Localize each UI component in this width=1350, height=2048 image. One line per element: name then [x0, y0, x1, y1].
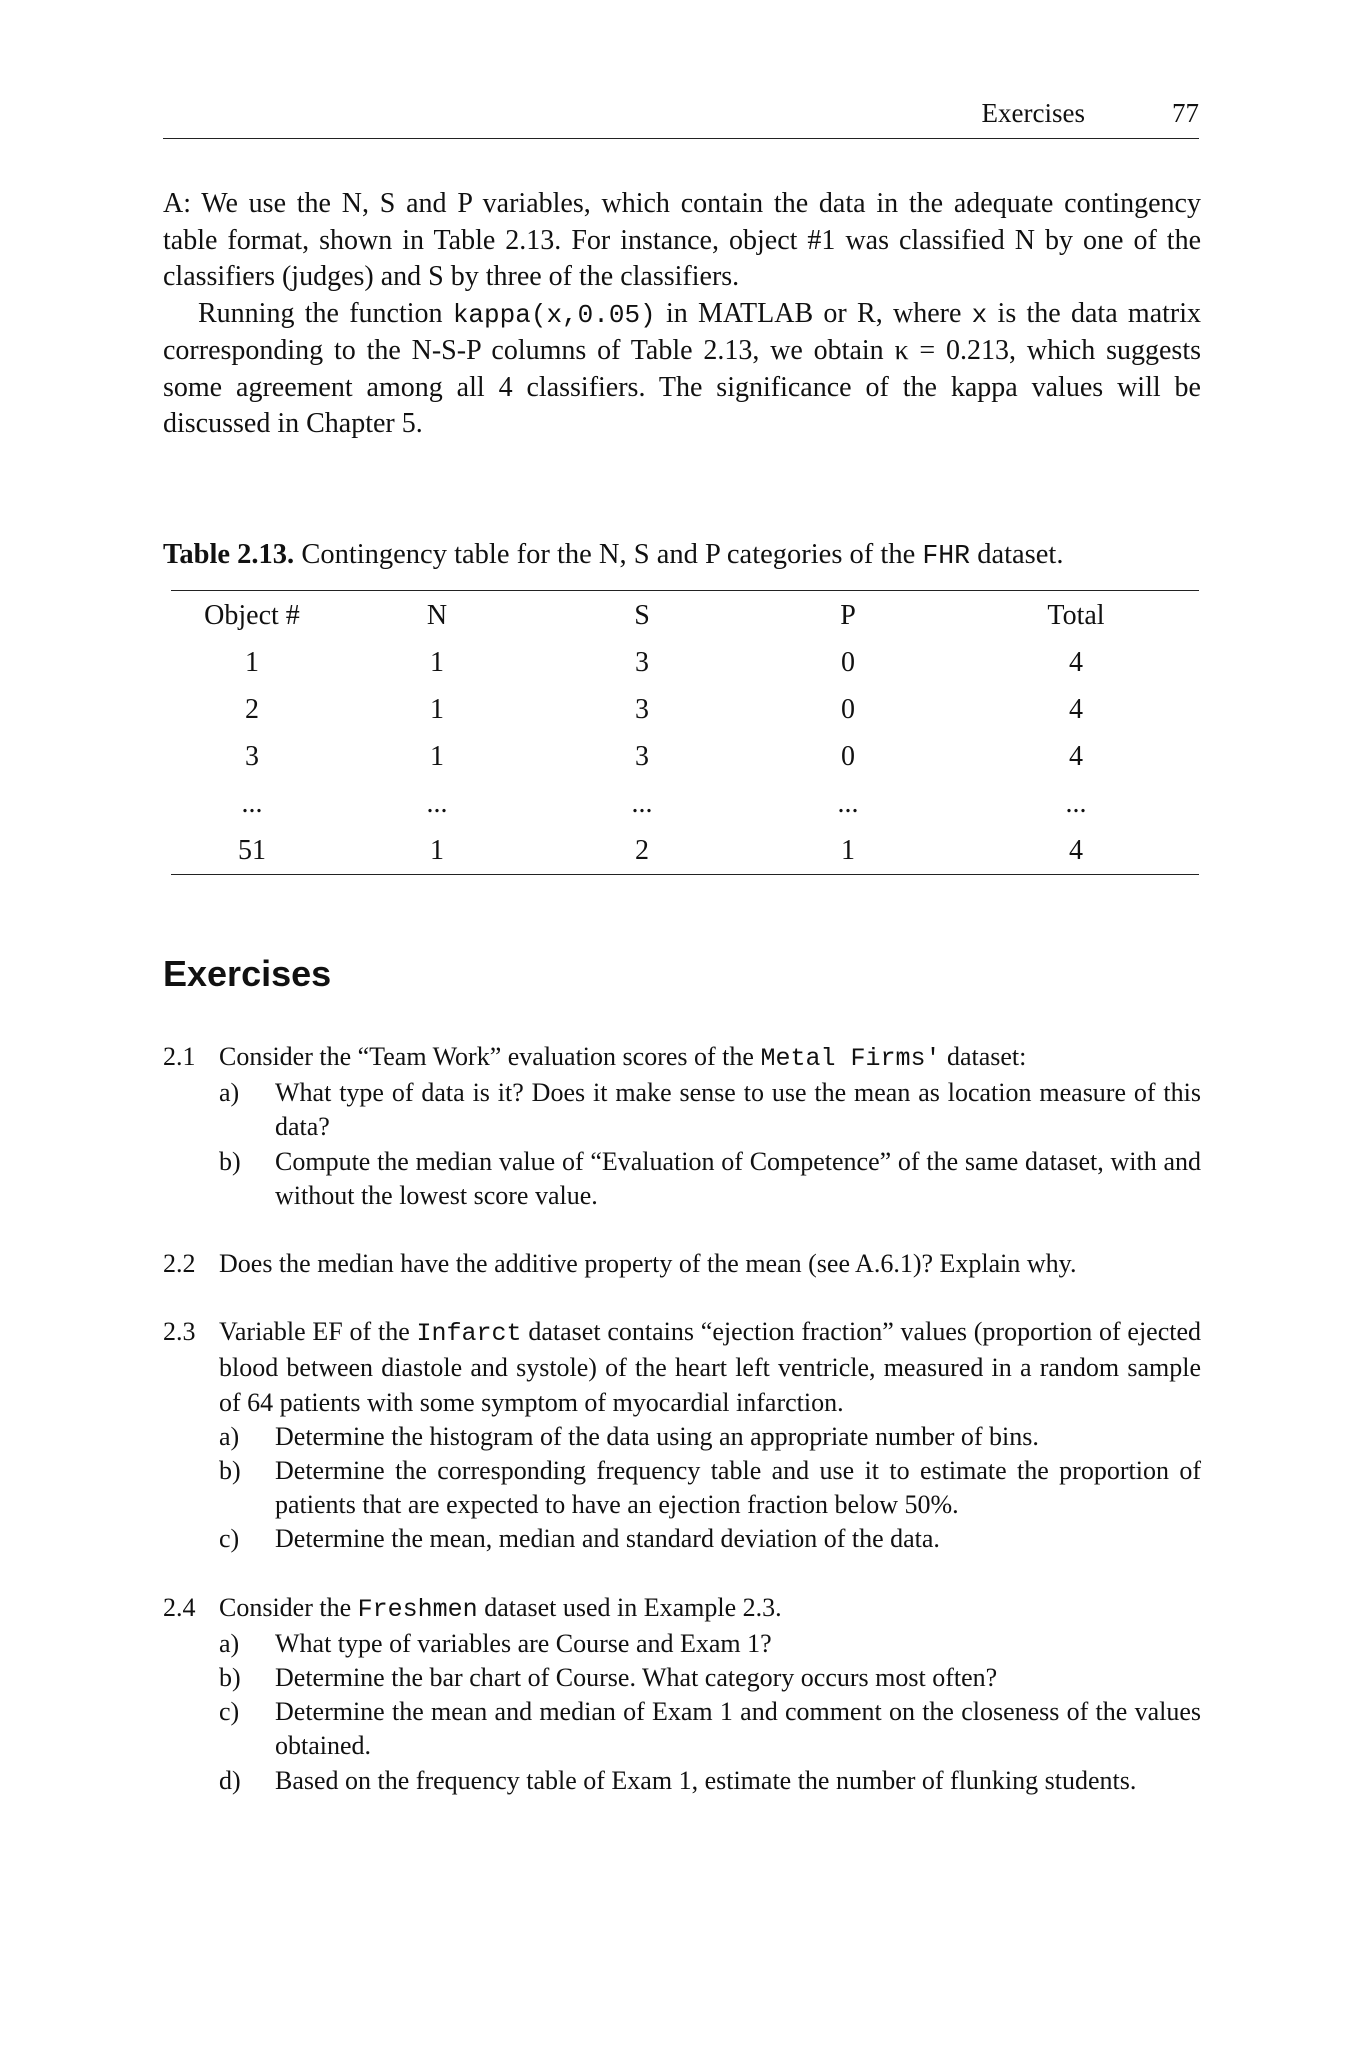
table-row: [171, 686, 1199, 733]
kappa-code: kappa(x,0.05): [452, 299, 656, 330]
exercise-subitem: [219, 1627, 1201, 1661]
subitem-text: Determine the mean and median of Exam 1 and comment on the closeness of the values obtained.: [275, 1697, 1201, 1761]
table-cell: 3: [635, 694, 649, 725]
exercise-list: [163, 1040, 1201, 1832]
table-cell: ...: [1065, 788, 1087, 819]
exercise-text-pre: Variable EF of the: [219, 1317, 410, 1347]
table-cell: ...: [837, 788, 859, 819]
exercise-text-post: dataset contains “ejection fraction” values (proportion of ejected blood between diastole and systole) of the heart left ventricle, measured in a random sample of 64 patients with some symptom of myocardial infarction.: [219, 1317, 1202, 1417]
table-header-cell: P: [840, 599, 856, 631]
subitem-label: c): [219, 1697, 240, 1727]
contingency-table: [171, 590, 1199, 875]
table-cell: 51: [238, 835, 266, 866]
exercise-text: [219, 1315, 1201, 1420]
table-cell: ...: [426, 788, 448, 819]
table-row: [171, 780, 1199, 827]
page-number: 77: [1172, 98, 1199, 128]
exercise-subitem: [219, 1764, 1201, 1798]
dataset-code: Infarct: [416, 1319, 522, 1349]
table-header-cell: Object #: [204, 599, 300, 631]
exercise-2-2: [163, 1247, 1201, 1281]
exercise-text: Does the median have the additive property of the mean (see A.6.1)? Explain why.: [219, 1249, 1077, 1279]
answer-paragraph-1: A: We use the N, S and P variables, which contain the data in the adequate contingency table format, shown in Table 2.13. For instance, object #1 was classified N by one of the classifiers (judges) and S by three of the classifiers.: [163, 188, 1201, 292]
table-cell: 1: [430, 835, 444, 866]
subitem-text: Determine the bar chart of Course. What category occurs most often?: [275, 1663, 998, 1693]
exercise-text: [219, 1591, 1201, 1627]
exercise-number: 2.1: [163, 1042, 196, 1071]
table-row: [171, 639, 1199, 686]
table-header-cell: S: [634, 599, 650, 631]
answer-p2-text-b: in MATLAB or R, where: [665, 297, 962, 329]
exercise-subitem: [219, 1145, 1201, 1213]
exercise-text-post: dataset used in Example 2.3.: [484, 1592, 782, 1622]
table-cell: 4: [1069, 647, 1083, 678]
table-caption: [163, 535, 1201, 576]
table-cell: 4: [1069, 694, 1083, 725]
dataset-code: Metal Firms': [760, 1044, 941, 1073]
running-header-section: Exercises: [981, 98, 1085, 128]
subitem-text: Determine the mean, median and standard deviation of the data.: [275, 1524, 940, 1554]
table-cell: 0: [841, 647, 855, 678]
x-code: x: [971, 299, 988, 330]
subitem-label: b): [219, 1456, 241, 1486]
subitem-label: a): [219, 1078, 240, 1108]
subitem-text: What type of variables are Course and Exam 1?: [275, 1628, 772, 1658]
table-cell: 0: [841, 741, 855, 772]
table-cell: ...: [631, 788, 653, 819]
subitem-text: Determine the corresponding frequency table and use it to estimate the proportion of patients that are expected to have an ejection fraction below 50%.: [275, 1456, 1201, 1520]
exercise-2-1: [163, 1040, 1201, 1213]
table-header-cell: Total: [1047, 599, 1105, 631]
subitem-label: d): [219, 1765, 241, 1795]
dataset-code: Freshmen: [357, 1594, 478, 1624]
exercise-number: 2.2: [163, 1249, 196, 1279]
exercise-subitem: [219, 1420, 1201, 1454]
table-cell: 1: [430, 694, 444, 725]
exercises-heading: Exercises: [163, 953, 332, 994]
table-row: [171, 733, 1199, 780]
table-caption-label: Table 2.13.: [163, 539, 295, 570]
subitem-text: Determine the histogram of the data using an appropriate number of bins.: [275, 1421, 1039, 1451]
table-cell: ...: [241, 788, 263, 819]
exercise-2-4: [163, 1591, 1201, 1798]
answer-text: [163, 186, 1201, 443]
subitem-text: What type of data is it? Does it make sense to use the mean as location measure of this data?: [275, 1078, 1201, 1142]
table-header-cell: N: [426, 599, 448, 631]
exercise-number: 2.4: [163, 1592, 196, 1622]
subitem-text: Compute the median value of “Evaluation of Competence” of the same dataset, with and without the lowest score value.: [275, 1146, 1201, 1210]
answer-p2-text-a: Running the function: [198, 297, 443, 329]
subitem-label: a): [219, 1421, 240, 1451]
exercise-subitem: [219, 1454, 1201, 1522]
table-cell: 3: [245, 741, 259, 772]
table-cell: 3: [635, 741, 649, 772]
table-cell: 3: [635, 647, 649, 678]
subitem-label: c): [219, 1524, 240, 1554]
running-header: [163, 98, 1199, 139]
table-cell: 1: [430, 741, 444, 772]
subitem-label: a): [219, 1628, 240, 1658]
exercise-text: [219, 1040, 1201, 1076]
table-cell: 1: [245, 647, 259, 678]
exercise-text-pre: Consider the “Team Work” evaluation scores of the: [219, 1042, 754, 1071]
exercise-2-3: [163, 1315, 1201, 1556]
table-header-row: [171, 591, 1199, 640]
table-cell: 0: [841, 694, 855, 725]
exercise-text-post: dataset:: [946, 1042, 1027, 1071]
exercise-subitem: [219, 1076, 1201, 1144]
table-caption-code: FHR: [922, 541, 971, 571]
table-row: [171, 827, 1199, 875]
subitem-label: b): [219, 1663, 241, 1693]
exercise-number: 2.3: [163, 1317, 196, 1347]
exercise-subitem: [219, 1661, 1201, 1695]
subitem-label: b): [219, 1146, 241, 1176]
table-cell: 4: [1069, 835, 1083, 866]
table-cell: 1: [430, 647, 444, 678]
subitem-text: Based on the frequency table of Exam 1, estimate the number of flunking students.: [275, 1765, 1137, 1795]
answer-p2-text-c: is the data matrix corresponding to the N-S-P columns of Table 2.13, we obtain κ = 0.213, which suggests some agreement among all 4 classifiers. The significance of the kappa values will be discussed in Chapter 5.: [163, 297, 1201, 439]
table-caption-end: dataset.: [977, 539, 1064, 570]
exercise-text-pre: Consider the: [219, 1592, 352, 1622]
table-cell: 1: [841, 835, 855, 866]
exercise-subitem: [219, 1695, 1201, 1763]
table-cell: 2: [245, 694, 259, 725]
answer-paragraph-2: [163, 296, 1201, 443]
table-cell: 2: [635, 835, 649, 866]
table-cell: 4: [1069, 741, 1083, 772]
exercise-subitem: [219, 1522, 1201, 1556]
table-caption-text: Contingency table for the N, S and P categories of the: [301, 539, 916, 570]
